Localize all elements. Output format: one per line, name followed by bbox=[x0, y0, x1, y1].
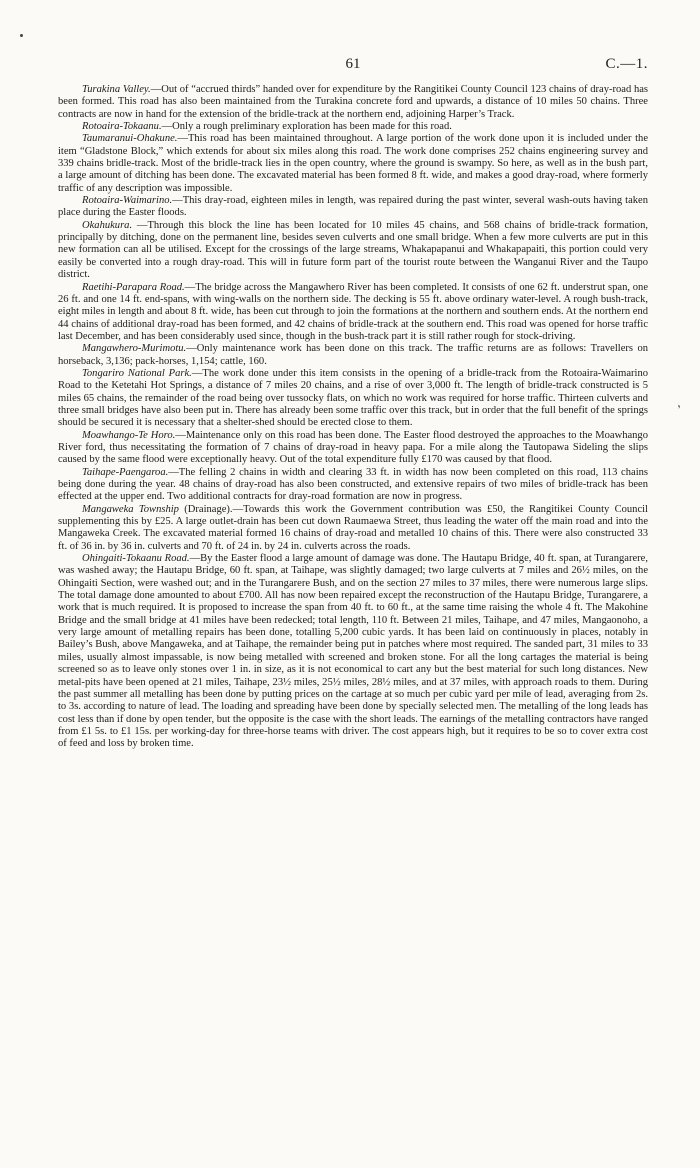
paragraph-text: —The felling 2 chains in width and clearing 33 ft. in width has now been completed on this road, 113 chains being done during the year. 48 chains of dray-road has also been constructed, and extensive repairs of two miles of bridle-track has been effected at the upper end. Two additional contracts for dray-road formation are now in progress. bbox=[58, 466, 648, 503]
paragraph-taihape-paengaroa bbox=[58, 467, 648, 504]
paragraph-heading: Rotoaira-Tokaanu. bbox=[82, 121, 162, 133]
paragraph-heading: Tongariro National Park. bbox=[82, 367, 192, 379]
paragraph-text: (Drainage).—Towards this work the Government contribution was £50, the Rangitikei County Council supplementing this by £25. A large outlet-drain has been cut down Raumaewa Street, thus leading the water off the main road and into the Mangaweka Creek. The excavated material formed 16 chains of dray-road and metalled 10 chains of this. There were also constructed 33 ft. of 36 in. by 36 in. culverts and 70 ft. of 24 in. by 24 in. culverts across the roads. bbox=[58, 503, 648, 552]
paragraph-tongariro-national-park bbox=[58, 368, 648, 430]
paragraph-text: —The work done under this item consists in the opening of a bridle-track from the Rotoaira-Waimarino Road to the Ketetahi Hot Springs, a distance of 7 miles 20 chains, and a rise of over 3,000 ft. The length of bridle-track constructed is 5 miles 65 chains, the remainder of the road being over tussocky flats, on which no work was required for horse traffic. Thirteen culverts and three small bridges have also been put in. There has already been some traffic over this track, but in order that the full benefit of the springs should be secured it is necessary that a shelter-shed should be erected close to them. bbox=[58, 367, 649, 429]
paragraph-mangawhero-murimotu bbox=[58, 343, 648, 368]
body-text bbox=[58, 84, 648, 751]
paragraph-mangaweka-township bbox=[58, 504, 648, 553]
paragraph-text: —Through this block the line has been located for 10 miles 45 chains, and 568 chains of bridle-track formation, principally by ditching, done on the permanent line, besides seven culverts and one small bridge. When a few more culverts are put in this new formation can all be utilised. Except for the crossings of the large streams, Whakapapanui and Whakapapaiti, this portion could very easily be converted into a rough dray-road. This will in future form part of the tourist route between the Wanganui River and the Taupo district. bbox=[58, 219, 648, 281]
margin-mark: ’ bbox=[675, 401, 685, 417]
paragraph-rotoaira-tokaanu bbox=[58, 121, 648, 133]
paragraph-heading: Raetihi-Parapara Road. bbox=[82, 281, 185, 293]
paragraph-heading: Turakina Valley. bbox=[82, 84, 151, 95]
paragraph-text: —Maintenance only on this road has been done. The Easter flood destroyed the approaches to the Moawhango River ford, thus necessitating the formation of 7 chains of dray-road in heavy papa. For a mile along the Tautopawa Sideling the slips caused by the same flood were exceptionally heavy. Out of the total expenditure fully £170 was caused by that flood. bbox=[58, 429, 648, 466]
paragraph-heading: Okahukura. bbox=[82, 219, 133, 231]
paragraph-text: —Only a rough preliminary exploration has been made for this road. bbox=[161, 121, 452, 133]
paragraph-heading: Taumaranui-Ohakune. bbox=[82, 133, 178, 145]
paragraph-ohingaiti-tokaanu bbox=[58, 553, 648, 751]
paragraph-moawhango-te-horo bbox=[58, 430, 648, 467]
paragraph-rotoaira-waimarino bbox=[58, 195, 648, 220]
paragraph-heading: Rotoaira-Waimarino. bbox=[82, 195, 173, 207]
paragraph-turakina-valley bbox=[58, 84, 648, 121]
paragraph-text: —The bridge across the Mangawhero River has been completed. It consists of one 62 ft. understrut span, one 26 ft. and one 14 ft. end-spans, with wing-walls on the northern side. The decking is 55 ft. above ordinary water-level. A rough bush-track, eight miles in length and about 8 ft. wide, has been cut through to join the formations at the northern and southern ends. At the northern end 44 chains of additional dray-road has been formed, and 42 chains of bridle-track at the southern end. This road was opened for horse traffic last December, and has been considerably used since, though in the bush-track part it is still rather rough for stock-driving. bbox=[58, 281, 648, 342]
paragraph-heading: Mangawhero-Murimotu. bbox=[82, 343, 187, 355]
paragraph-heading: Mangaweka Township bbox=[82, 503, 179, 515]
page-number: 61 bbox=[345, 56, 361, 72]
paragraph-heading: Taihape-Paengaroa. bbox=[82, 466, 169, 478]
paragraph-okahukura bbox=[58, 220, 648, 282]
scan-speck bbox=[20, 34, 23, 37]
paragraph-text: —This dray-road, eighteen miles in length, was repaired during the past winter, several wash-outs having taken place during the Easter floods. bbox=[58, 195, 648, 219]
paragraph-text: —Out of “accrued thirds” handed over for expenditure by the Rangitikei County Council 123 chains of dray-road has been formed. This road has also been maintained from the Turakina concrete ford and upwards, a distance of 10 miles 50 chains. Three contracts are now in hand for the extension of the bridle-track at the northern end, adjoining Harper’s Track. bbox=[58, 84, 648, 120]
paragraph-taumaranui-ohakune bbox=[58, 133, 648, 195]
paragraph-heading: Ohingaiti-Tokaanu Road. bbox=[82, 553, 190, 565]
page-header bbox=[58, 56, 648, 74]
document-reference: C.—1. bbox=[605, 56, 648, 72]
paragraph-text: —This road has been maintained throughout. A large portion of the work done upon it is included under the item “Gladstone Block,” which extends for about six miles along this road. The work done comprises 252 chains engineering survey and 339 chains bridle-track. Most of the bridle-track lies in the open country, where the ground is swampy. So here, as well as in the bush part, a large amount of ditching has been done. The excavated material has been formed 8 ft. wide, and makes a good dray-road, where formerly traffic of any description was impossible. bbox=[58, 133, 648, 194]
paragraph-raetihi-parapara bbox=[58, 282, 648, 344]
paragraph-heading: Moawhango-Te Horo. bbox=[82, 429, 176, 441]
paragraph-text: —By the Easter flood a large amount of damage was done. The Hautapu Bridge, 40 ft. span, at Turangarere, was washed away; the Hautapu Bridge, 60 ft. span, at Taihape, was slightly damaged; two large culverts at 7 miles and 26½ miles, on the Ohingaiti Section, were washed out; and in the Turangarere Bush, and on the section 27 miles to 37 miles, there were numerous large slips. The total damage done amounted to about £700. All has now been repaired except the reconstruction of the Hautapu Bridge, Turangarere, a work that is much required. It is proposed to increase the span from 40 ft. to 60 ft., at the same time raising the whole 4 ft. The Makohine Bridge and the small bridge at 41 miles have been redecked; total length, 110 ft. Between 21 miles, Taihape, and 47 miles, Mangaonoho, a very large amount of metalling repairs has been done, totalling 5,200 cubic yards. It has been laid on continuously in places, notably in Bailey’s Bush, above Mangaweka, and at Taihape, the remainder being put in patches where most required. The sanded part, 31 miles to 33 miles, usually almost impassable, is now being metalled with screened and broken stone. For all the long cartages the material is being screened so as to leave only stones over 1 in. in size, as it is not economical to cart any but the best material for such long distances. New metal-pits have been opened at 21 miles, Taihape, 23½ miles, 25½ miles, 28½ miles, and at 37 miles, with approach roads to them. During the past summer all metalling has been done by putting prices on the cartage at so much per cubic yard per mile of lead, averaging from 2s. to 3s. according to nature of lead. The loading and spreading have been done by specially selected men. The metalling of the long leads has cost less than if done by open tender, but the opposite is the case with the short leads. The earnings of the metalling contractors have ranged from £1 5s. to £1 15s. per working-day for three-horse teams with driver. The cost appears high, but it requires to be so to cover extra cost of feed and loss by broken time. bbox=[58, 553, 648, 750]
paragraph-text: —Only maintenance work has been done on this track. The traffic returns are as follows: Travellers on horseback, 3,136; pack-horses, 1,154; cattle, 160. bbox=[58, 343, 648, 367]
